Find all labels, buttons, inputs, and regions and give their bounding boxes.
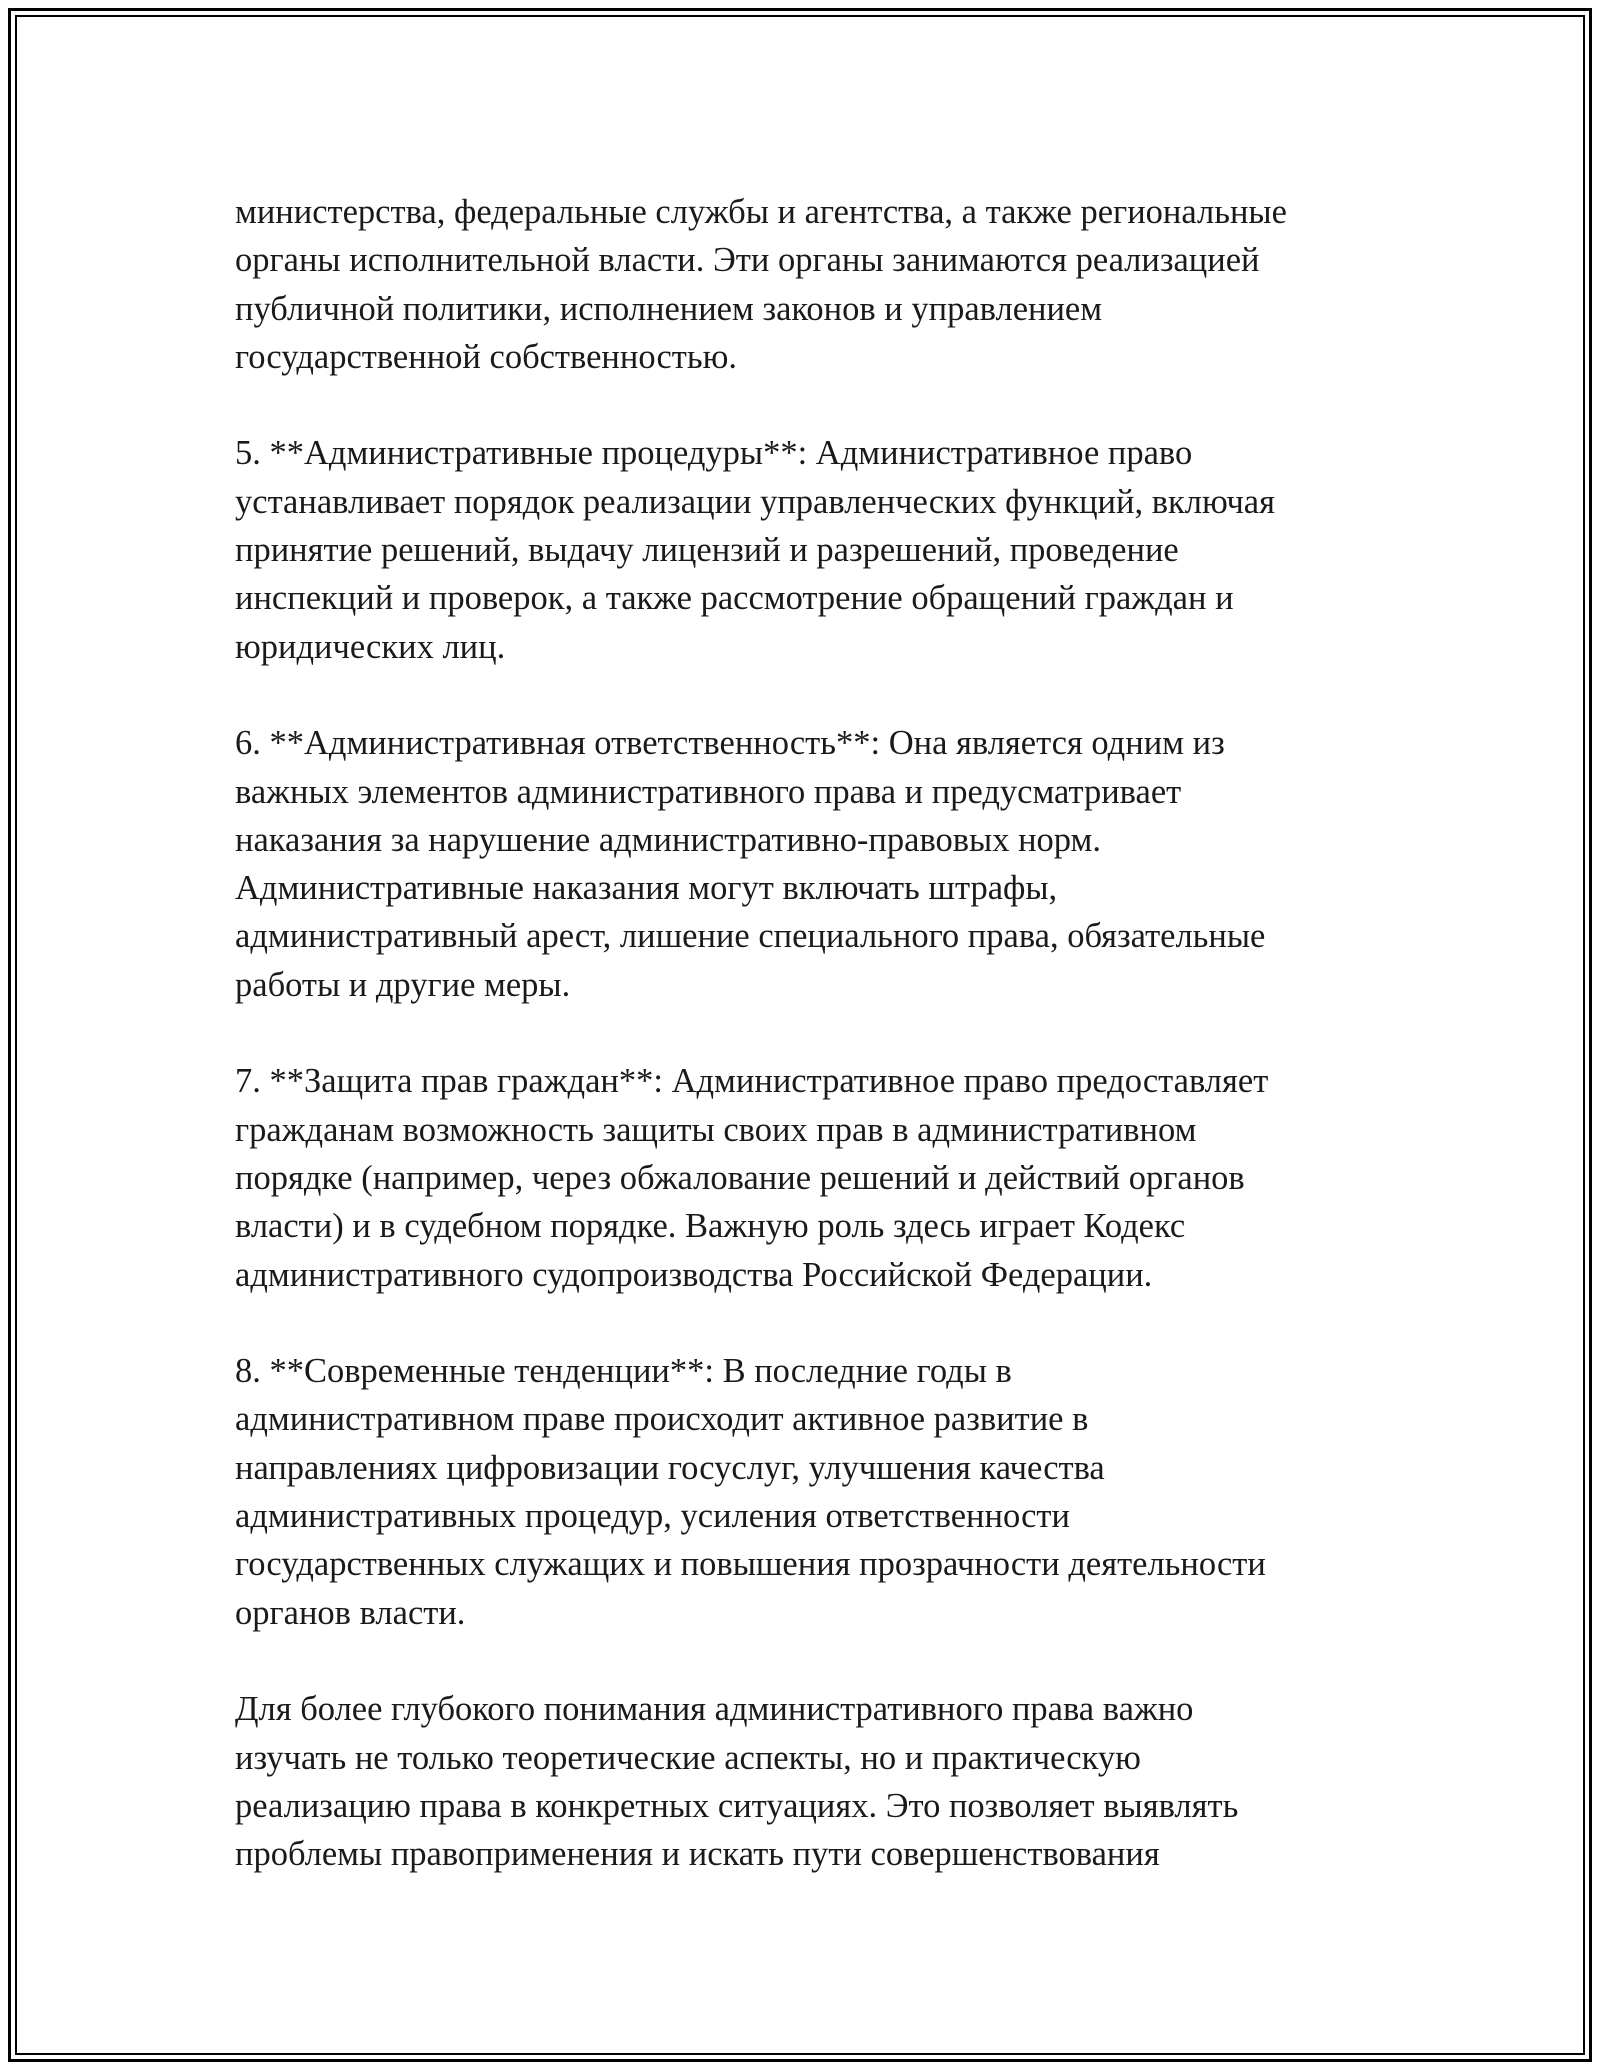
text-line: юридических лиц. (235, 627, 506, 666)
text-line: органы исполнительной власти. Эти органы занимаются реализацией (235, 241, 1260, 280)
paragraph-conclusion (235, 1685, 1375, 1878)
document-body (235, 188, 1375, 1927)
text-line: Для более глубокого понимания административного права важно (235, 1690, 1194, 1729)
text-line: административных процедур, усиления ответственности (235, 1497, 1070, 1536)
text-line: власти) и в судебном порядке. Важную роль здесь играет Кодекс (235, 1207, 1186, 1246)
text-line: устанавливает порядок реализации управленческих функций, включая (235, 482, 1275, 521)
text-line: Административные наказания могут включать штрафы, (235, 869, 1058, 908)
text-line: публичной политики, исполнением законов и управлением (235, 289, 1103, 328)
text-line: государственных служащих и повышения прозрачности деятельности (235, 1545, 1266, 1584)
text-line: направлениях цифровизации госуслуг, улучшения качества (235, 1448, 1105, 1487)
text-line: 7. **Защита прав граждан**: Административное право предоставляет (235, 1062, 1269, 1101)
paragraph-item-8 (235, 1347, 1375, 1637)
paragraph-intro-continuation (235, 188, 1375, 381)
text-line: органов власти. (235, 1593, 466, 1632)
text-line: наказания за нарушение административно-правовых норм. (235, 820, 1101, 859)
paragraph-item-6 (235, 719, 1375, 1009)
text-line: 5. **Административные процедуры**: Административное право (235, 434, 1193, 473)
text-line: порядке (например, через обжалование решений и действий органов (235, 1158, 1245, 1197)
text-line: принятие решений, выдачу лицензий и разрешений, проведение (235, 531, 1179, 570)
text-line: 6. **Административная ответственность**: Она является одним из (235, 724, 1225, 763)
paragraph-item-5 (235, 429, 1375, 670)
text-line: реализацию права в конкретных ситуациях. Это позволяет выявлять (235, 1786, 1239, 1825)
text-line: государственной собственностью. (235, 337, 737, 376)
text-line: важных элементов административного права и предусматривает (235, 772, 1182, 811)
text-line: гражданам возможность защиты своих прав в административном (235, 1110, 1197, 1149)
text-line: административного судопроизводства Российской Федерации. (235, 1255, 1153, 1294)
text-line: 8. **Современные тенденции**: В последние годы в (235, 1352, 1012, 1391)
text-line: изучать не только теоретические аспекты, но и практическую (235, 1738, 1141, 1777)
text-line: работы и другие меры. (235, 965, 571, 1004)
text-line: административный арест, лишение специального права, обязательные (235, 917, 1266, 956)
text-line: административном праве происходит активное развитие в (235, 1400, 1089, 1439)
paragraph-item-7 (235, 1057, 1375, 1298)
text-line: проблемы правоприменения и искать пути совершенствования (235, 1835, 1160, 1874)
text-line: министерства, федеральные службы и агентства, а также региональные (235, 193, 1287, 231)
text-line: инспекций и проверок, а также рассмотрение обращений граждан и (235, 579, 1234, 618)
